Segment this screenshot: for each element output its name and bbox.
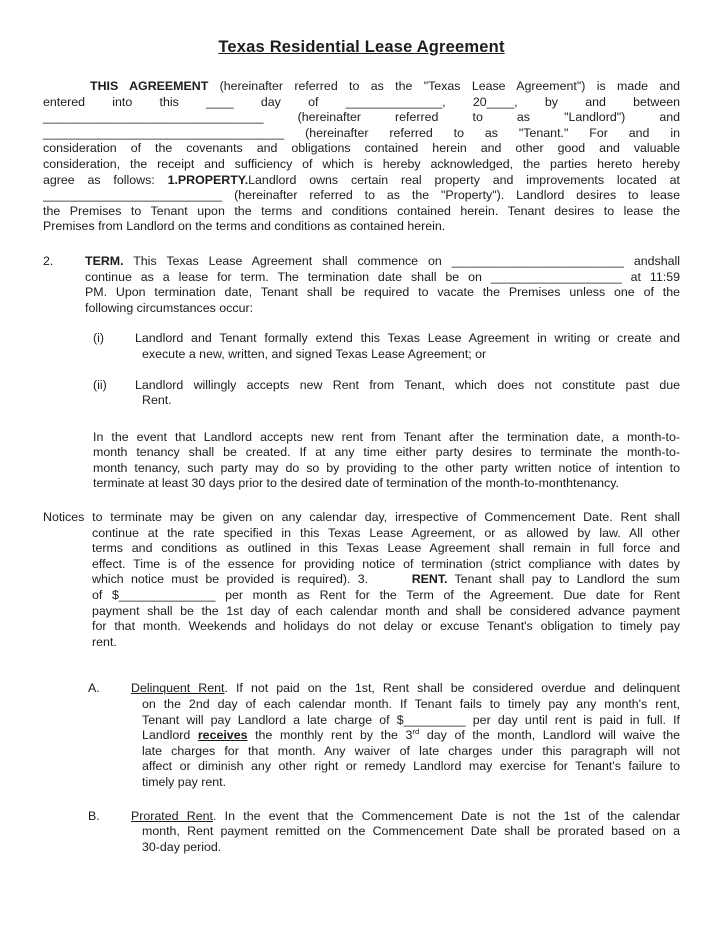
paragraph-line: Landlord receives the monthly rent by the 3rd day of the month, Landlord will waive the [142,727,680,743]
notices-and-rent-paragraph [43,510,680,650]
paragraph-line: ___________________________________ (hereinafter referred to as "Tenant." For and in [43,125,680,140]
paragraph-line: __________________________ (hereinafter referred to as the "Property"). Landlord desires to lease [43,188,680,203]
paragraph-line: the Premises to Tenant upon the terms and conditions contained herein. Tenant desires to lease the [43,203,680,218]
paragraph-line: payment shall be the 1st day of each calendar month and shall be considered advance payment [92,603,680,618]
paragraph-line: Prorated Rent. In the event that the Commencement Date is not the 1st of the calendar [131,808,681,823]
paragraph-line: which notice must be provided is required). 3. RENT. Tenant shall pay to Landlord the sum [92,572,680,587]
paragraph-line: Tenant will pay Landlord a late charge of $_________ per day until rent is paid in full. If [142,712,680,727]
paragraph-line: ________________________________ (hereinafter referred to as "Landlord") and [43,110,680,125]
delinquent-rent-item [43,681,680,790]
paragraph-line: entered into this ____ day of ______________, 20____, by and between [43,94,680,109]
paragraph-line: terms and conditions as outlined in this Texas Lease Agreement shall remain in full force and [92,541,680,556]
document-title: Texas Residential Lease Agreement [218,38,505,56]
paragraph-line: following circumstances occur: [85,300,254,315]
paragraph-line: Delinquent Rent. If not paid on the 1st, Rent shall be considered overdue and delinquent [131,681,680,696]
paragraph-line: Rent. [142,393,172,408]
document-body [43,79,680,855]
paragraph-line: continue at the rate specified in this Texas Lease Agreement, or as allowed by law. All other [92,525,680,540]
prorated-rent-item [43,809,680,856]
paragraph-line: month, Rent payment remitted on the Commencement Date shall be prorated based on a [142,824,680,839]
paragraph-line: In the event that Landlord accepts new rent from Tenant after the termination date, a month-to- [93,429,680,444]
list-marker: (i) [93,331,105,346]
list-marker: B. [88,808,100,823]
clause-2-term [43,254,680,316]
paragraph-line: for that month. Weekends and holidays do not delay or excuse Tenant's obligation to timely pay [92,619,680,634]
list-marker: A. [88,681,100,696]
paragraph-line: TERM. This Texas Lease Agreement shall commence on _________________________ andshall [85,253,680,268]
paragraph-line: affect or diminish any other right or remedy Landlord may exercise for Tenant's failure to [142,759,680,774]
paragraph-line: month tenancy, such party may do so by providing to the other party written notice of intention to [93,460,680,475]
term-condition-i [43,331,680,362]
paragraph-line: agree as follows: 1.PROPERTY.Landlord owns certain real property and improvements located at [43,172,680,187]
paragraph-line: Premises from Landlord on the terms and conditions as contained herein. [43,219,446,234]
paragraph-line: on the 2nd day of each calendar month. If Tenant fails to timely pay any month's rent, [142,697,680,711]
paragraph-line: 30-day period. [142,839,222,854]
paragraph-line: month tenancy shall be created. If at any time either party desires to terminate the month-to- [93,445,680,460]
paragraph-line: execute a new, written, and signed Texas Lease Agreement; or [142,346,487,361]
paragraph-line: terminate at least 30 days prior to the desired date of termination of the month-to-monthtenancy. [93,476,619,491]
paragraph-line: Landlord and Tenant formally extend this Texas Lease Agreement in writing or create and [135,331,680,346]
paragraph-line: Landlord willingly accepts new Rent from Tenant, which does not constitute past due [135,377,680,392]
paragraph-line: THIS AGREEMENT (hereinafter referred to as the "Texas Lease Agreement") is made and [90,79,681,93]
term-condition-ii [43,378,680,409]
paragraph-line: rent. [92,634,117,649]
paragraph-line: consideration, the receipt and sufficiency of which is hereby acknowledged, the parties hereto hereby [43,156,680,171]
paragraph-line: Notices to terminate may be given on any calendar day, irrespective of Commencement Date. Rent shall [43,510,680,525]
paragraph-line: effect. Time is of the essence for providing notice of termination (strict compliance with dates by [92,556,680,571]
paragraph-line: continue as a lease for term. The termination date shall be on ___________________ at 11:59 [85,269,680,284]
intro-paragraph [43,79,680,235]
paragraph-line: consideration of the covenants and obligations contained herein and other good and valuable [43,141,680,156]
paragraph-line: of $______________ per month as Rent for the Term of the Agreement. Due date for Rent [92,588,680,603]
paragraph-line: timely pay rent. [142,774,227,789]
month-to-month-paragraph [93,430,680,492]
list-marker: (ii) [93,377,107,392]
paragraph-line: late charges for that month. Any waiver of late charges under this paragraph will not [142,743,680,758]
list-marker: 2. [43,253,54,268]
paragraph-line: PM. Upon termination date, Tenant shall be required to vacate the Premises unless one of the [85,285,680,300]
